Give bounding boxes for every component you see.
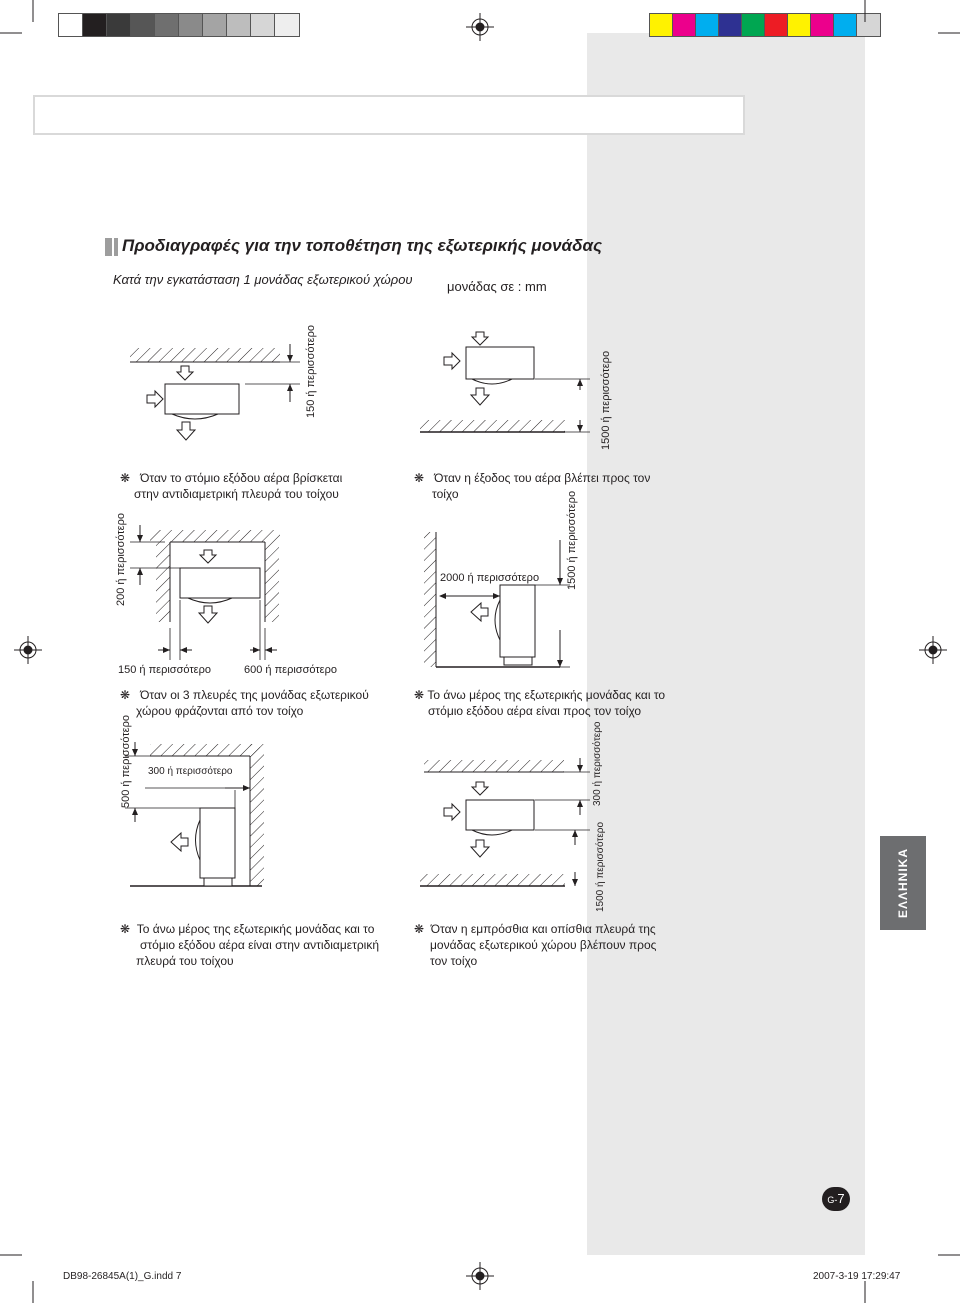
d5-dim-h-label: 300 ή περισσότερο xyxy=(148,766,233,777)
page-title: Προδιαγραφές για την τοποθέτηση της εξωτερικής μονάδας xyxy=(122,236,603,255)
page-subtitle: Κατά την εγκατάσταση 1 μονάδας εξωτερικού χώρου xyxy=(113,272,413,287)
registration-mark-right xyxy=(919,636,947,664)
diagram-1 xyxy=(130,344,300,440)
d3-note: ❋ Όταν οι 3 πλευρές της μονάδας εξωτερικού χώρου φράζονται από τον τοίχο xyxy=(120,688,369,718)
d3-dim-right-label: 600 ή περισσότερο xyxy=(244,664,337,676)
footer-date: 2007-3-19 17:29:47 xyxy=(813,1271,901,1282)
registration-mark-top xyxy=(466,13,494,41)
page-number: G-7 xyxy=(822,1187,850,1211)
note-symbol: ❋ xyxy=(120,922,131,936)
note-symbol: ❋ xyxy=(120,688,131,702)
registration-mark-bottom xyxy=(466,1262,494,1290)
footer-file: DB98-26845A(1)_G.indd 7 xyxy=(63,1271,182,1282)
note-symbol: ❋ xyxy=(414,688,425,702)
d3-dim-left-label: 150 ή περισσότερο xyxy=(118,664,211,676)
d4-dim-v-label: 1500 ή περισσότερο xyxy=(566,490,578,590)
registration-mark-left xyxy=(14,636,42,664)
diagram-6 xyxy=(420,758,590,886)
note-symbol: ❋ xyxy=(120,471,131,485)
d3-dim-top-label: 200 ή περισσότερο xyxy=(115,513,127,606)
language-tab-label: ΕΛΛΗΝΙΚΑ xyxy=(896,847,910,919)
diagram-4 xyxy=(424,532,570,667)
d4-dim-h-label: 2000 ή περισσότερο xyxy=(440,572,540,584)
d1-note: ❋ Όταν το στόμιο εξόδου αέρα βρίσκεται στην αντιδιαμετρική πλευρά του τοίχου xyxy=(120,471,343,501)
d5-dim-v-label: 500 ή περισσότερο xyxy=(120,715,132,808)
diagram-5 xyxy=(125,742,264,886)
note-symbol: ❋ xyxy=(414,471,425,485)
d6-note: ❋ Όταν η εμπρόσθια και οπίσθια πλευρά της μονάδας εξωτερικού χώρου βλέπουν προς τον τοίχο xyxy=(414,922,657,968)
d5-note: ❋ Το άνω μέρος της εξωτερικής μονάδας και το στόμιο εξόδου αέρα είναι στην αντιδιαμετρική πλευρά του τοίχου xyxy=(120,922,380,968)
note-symbol: ❋ xyxy=(414,922,425,936)
d2-dim-label: 1500 ή περισσότερο xyxy=(600,350,612,450)
d2-note: ❋ Όταν η έξοδος του αέρα βλέπει προς τον τοίχο xyxy=(414,471,651,501)
d1-dim-label: 150 ή περισσότερο xyxy=(305,325,317,418)
d6-dim-bottom-label: 1500 ή περισσότερο xyxy=(595,821,606,912)
d4-note: ❋ Το άνω μέρος της εξωτερικής μονάδας και το στόμιο εξόδου αέρα είναι προς τον τοίχο xyxy=(414,688,666,718)
diagram-2 xyxy=(420,332,590,432)
d6-dim-top-label: 300 ή περισσότερο xyxy=(592,721,603,806)
units-label: μονάδας σε : mm xyxy=(447,279,547,294)
diagram-3 xyxy=(130,525,280,660)
